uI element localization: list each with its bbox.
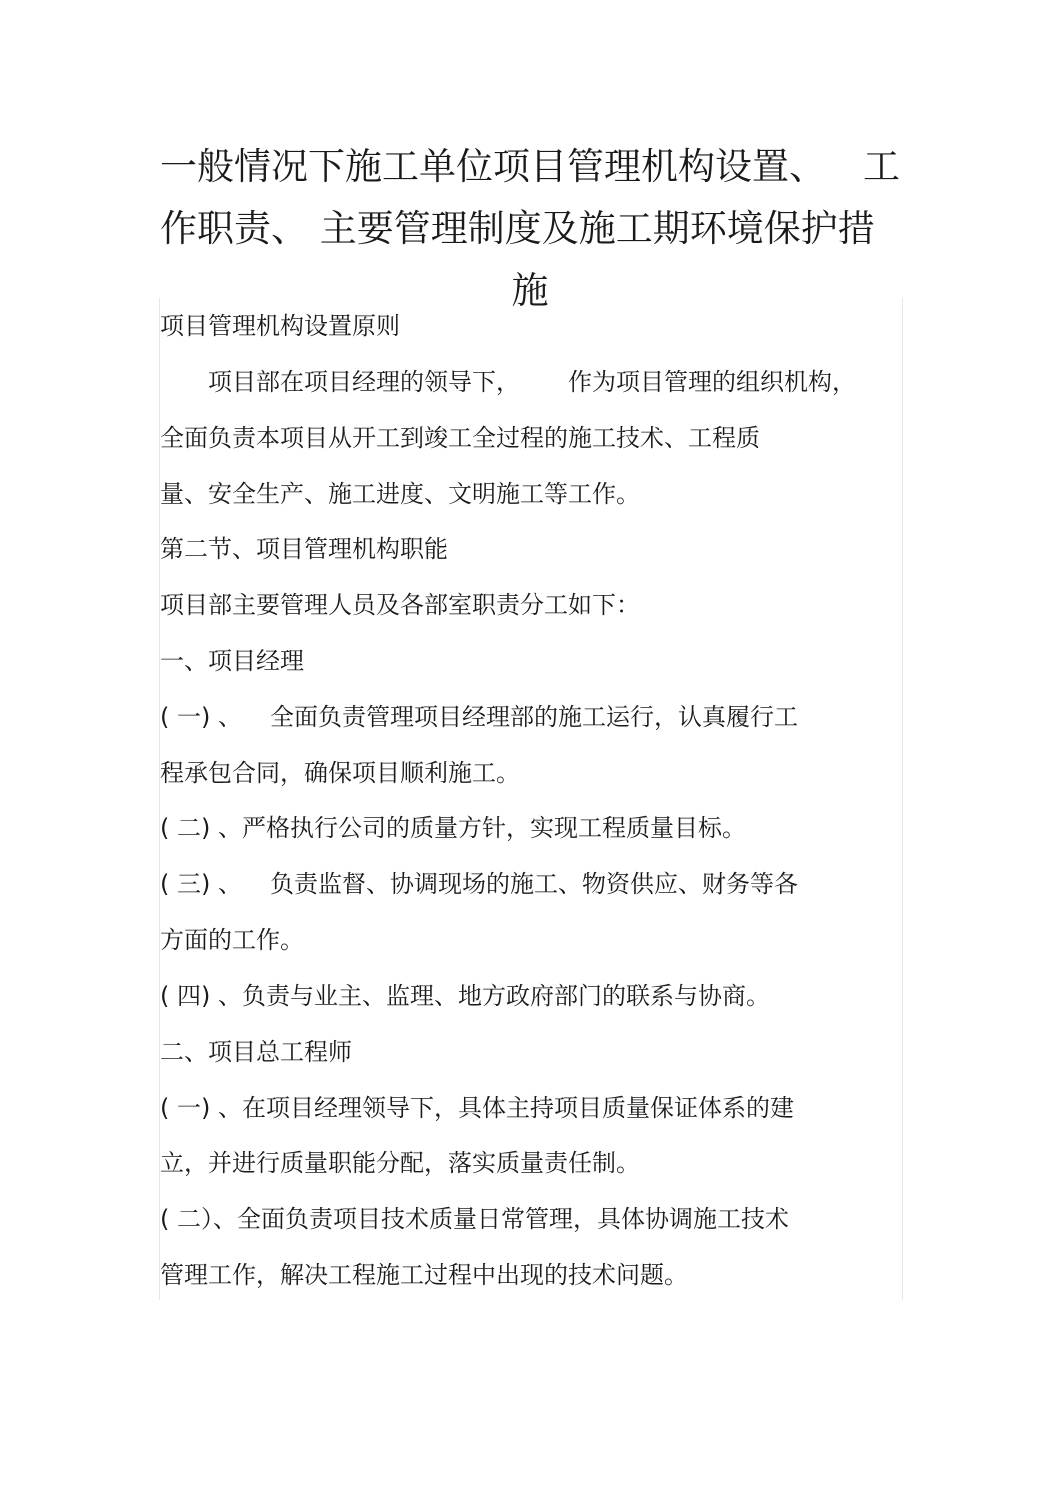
title-line-1-right: 工 [863, 145, 900, 188]
ce-item-2-line-2: 管理工作，解决工程施工过程中出现的技术问题。 [160, 1261, 688, 1289]
intro-text: 项目部主要管理人员及各部室职责分工如下： [160, 591, 640, 619]
pm-item-1 [160, 701, 798, 733]
paragraph-1-line-3: 量、安全生产、施工进度、文明施工等工作。 [160, 480, 640, 508]
pm-item-3-line-2: 方面的工作。 [160, 926, 304, 954]
pm-item-3 [160, 868, 798, 900]
pm-item-4: ( 四) 、负责与业主、监理、地方政府部门的联系与协商。 [160, 982, 770, 1010]
project-manager-heading: 一、项目经理 [160, 647, 304, 675]
title-line-1 [160, 136, 900, 198]
pm-item-1-line-2: 程承包合同，确保项目顺利施工。 [160, 759, 520, 787]
title-line-3: 施 [511, 269, 549, 312]
section-2-heading: 第二节、项目管理机构职能 [160, 535, 448, 563]
pm-item-1-label: ( 一) 、 [160, 703, 242, 731]
section-heading: 项目管理机构设置原则 [160, 312, 400, 340]
pm-item-3-text: 负责监督、协调现场的施工、物资供应、财务等各 [269, 870, 798, 898]
ce-item-2: ( 二）、全面负责项目技术质量日常管理，具体协调施工技术 [160, 1205, 789, 1233]
ce-item-1: ( 一) 、在项目经理领导下，具体主持项目质量保证体系的建 [160, 1094, 794, 1122]
pm-item-1-text: 全面负责管理项目经理部的施工运行，认真履行工 [269, 703, 798, 731]
title-line-2: 作职责、 主要管理制度及施工期环境保护措 [160, 207, 875, 250]
pm-item-2: ( 二) 、严格执行公司的质量方针，实现工程质量目标。 [160, 814, 746, 842]
pm-item-3-label: ( 三) 、 [160, 870, 242, 898]
ce-item-1-line-2: 立，并进行质量职能分配，落实质量责任制。 [160, 1149, 640, 1177]
paragraph-1-line-1 [160, 366, 856, 398]
title-line-1-left: 一般情况下施工单位项目管理机构设置、 [160, 145, 826, 188]
paragraph-1-part-2: 作为项目管理的组织机构， [568, 368, 856, 396]
chief-engineer-heading: 二、项目总工程师 [160, 1038, 352, 1066]
document-title [160, 136, 900, 322]
paragraph-1-part-1: 项目部在项目经理的领导下， [160, 368, 520, 396]
paragraph-1-line-2: 全面负责本项目从开工到竣工全过程的施工技术、工程质 [160, 424, 760, 452]
